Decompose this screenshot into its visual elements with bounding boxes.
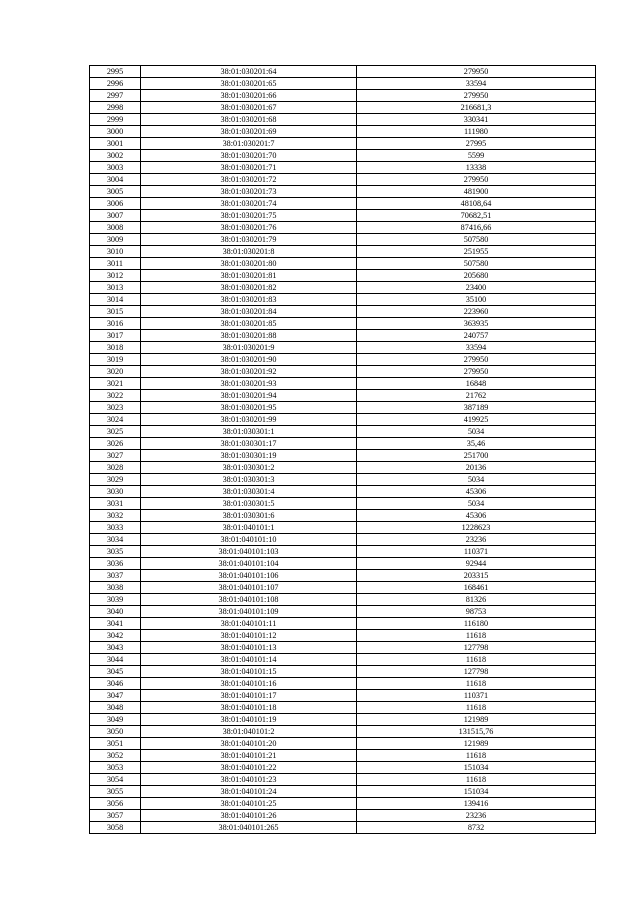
cadastral-number-cell: 38:01:040101:12 — [141, 630, 357, 642]
table-row — [90, 606, 596, 618]
value-cell: 330341 — [357, 114, 596, 126]
row-number-cell: 3038 — [90, 582, 141, 594]
table-row — [90, 162, 596, 174]
cadastral-number-cell: 38:01:030301:6 — [141, 510, 357, 522]
value-cell: 387189 — [357, 402, 596, 414]
row-number-cell: 3002 — [90, 150, 141, 162]
row-number-cell: 3055 — [90, 786, 141, 798]
cadastral-number-cell: 38:01:030201:71 — [141, 162, 357, 174]
cadastral-number-cell: 38:01:040101:20 — [141, 738, 357, 750]
cadastral-number-cell: 38:01:030201:90 — [141, 354, 357, 366]
value-cell: 127798 — [357, 666, 596, 678]
table-row — [90, 774, 596, 786]
row-number-cell: 3012 — [90, 270, 141, 282]
row-number-cell: 3020 — [90, 366, 141, 378]
value-cell: 1228623 — [357, 522, 596, 534]
table-row — [90, 426, 596, 438]
value-cell: 216681,3 — [357, 102, 596, 114]
table-row — [90, 594, 596, 606]
table-row — [90, 186, 596, 198]
table-row — [90, 678, 596, 690]
row-number-cell: 3054 — [90, 774, 141, 786]
cadastral-number-cell: 38:01:030201:68 — [141, 114, 357, 126]
row-number-cell: 3053 — [90, 762, 141, 774]
cadastral-number-cell: 38:01:030201:70 — [141, 150, 357, 162]
cadastral-number-cell: 38:01:040101:17 — [141, 690, 357, 702]
cadastral-number-cell: 38:01:040101:14 — [141, 654, 357, 666]
value-cell: 127798 — [357, 642, 596, 654]
cadastral-number-cell: 38:01:040101:26 — [141, 810, 357, 822]
cadastral-value-table — [89, 65, 596, 834]
cadastral-number-cell: 38:01:030201:67 — [141, 102, 357, 114]
cadastral-number-cell: 38:01:040101:109 — [141, 606, 357, 618]
value-cell: 139416 — [357, 798, 596, 810]
cadastral-number-cell: 38:01:040101:24 — [141, 786, 357, 798]
table-row — [90, 210, 596, 222]
table-row — [90, 198, 596, 210]
value-cell: 35100 — [357, 294, 596, 306]
table-row — [90, 126, 596, 138]
row-number-cell: 3039 — [90, 594, 141, 606]
table-row — [90, 294, 596, 306]
cadastral-number-cell: 38:01:040101:104 — [141, 558, 357, 570]
value-cell: 279950 — [357, 66, 596, 78]
row-number-cell: 2999 — [90, 114, 141, 126]
table-row — [90, 642, 596, 654]
table-row — [90, 582, 596, 594]
row-number-cell: 3001 — [90, 138, 141, 150]
table-row — [90, 282, 596, 294]
table-row — [90, 150, 596, 162]
row-number-cell: 3009 — [90, 234, 141, 246]
value-cell: 33594 — [357, 342, 596, 354]
row-number-cell: 3027 — [90, 450, 141, 462]
row-number-cell: 2995 — [90, 66, 141, 78]
row-number-cell: 2998 — [90, 102, 141, 114]
table-row — [90, 306, 596, 318]
value-cell: 5034 — [357, 426, 596, 438]
cadastral-number-cell: 38:01:030201:9 — [141, 342, 357, 354]
row-number-cell: 3014 — [90, 294, 141, 306]
value-cell: 33594 — [357, 78, 596, 90]
cadastral-number-cell: 38:01:040101:22 — [141, 762, 357, 774]
row-number-cell: 3028 — [90, 462, 141, 474]
row-number-cell: 3021 — [90, 378, 141, 390]
table-row — [90, 618, 596, 630]
cadastral-number-cell: 38:01:030201:69 — [141, 126, 357, 138]
value-cell: 92944 — [357, 558, 596, 570]
cadastral-number-cell: 38:01:040101:10 — [141, 534, 357, 546]
cadastral-number-cell: 38:01:030301:5 — [141, 498, 357, 510]
table-row — [90, 546, 596, 558]
value-cell: 8732 — [357, 822, 596, 834]
cadastral-number-cell: 38:01:030201:81 — [141, 270, 357, 282]
cadastral-number-cell: 38:01:030201:79 — [141, 234, 357, 246]
table-row — [90, 702, 596, 714]
row-number-cell: 3044 — [90, 654, 141, 666]
row-number-cell: 3011 — [90, 258, 141, 270]
table-row — [90, 78, 596, 90]
row-number-cell: 3049 — [90, 714, 141, 726]
value-cell: 279950 — [357, 366, 596, 378]
cadastral-number-cell: 38:01:040101:19 — [141, 714, 357, 726]
row-number-cell: 3018 — [90, 342, 141, 354]
value-cell: 251700 — [357, 450, 596, 462]
cadastral-number-cell: 38:01:040101:2 — [141, 726, 357, 738]
cadastral-number-cell: 38:01:040101:21 — [141, 750, 357, 762]
value-cell: 11618 — [357, 750, 596, 762]
cadastral-number-cell: 38:01:030201:83 — [141, 294, 357, 306]
cadastral-number-cell: 38:01:030201:7 — [141, 138, 357, 150]
table-row — [90, 366, 596, 378]
table-row — [90, 354, 596, 366]
table-row — [90, 438, 596, 450]
cadastral-number-cell: 38:01:040101:13 — [141, 642, 357, 654]
row-number-cell: 3007 — [90, 210, 141, 222]
table-row — [90, 762, 596, 774]
table-row — [90, 738, 596, 750]
row-number-cell: 3043 — [90, 642, 141, 654]
cadastral-number-cell: 38:01:040101:107 — [141, 582, 357, 594]
row-number-cell: 3030 — [90, 486, 141, 498]
cadastral-number-cell: 38:01:030301:17 — [141, 438, 357, 450]
table-body — [90, 66, 596, 834]
table-row — [90, 810, 596, 822]
table-row — [90, 750, 596, 762]
value-cell: 240757 — [357, 330, 596, 342]
row-number-cell: 3050 — [90, 726, 141, 738]
value-cell: 35,46 — [357, 438, 596, 450]
table-row — [90, 330, 596, 342]
value-cell: 11618 — [357, 654, 596, 666]
table-row — [90, 498, 596, 510]
row-number-cell: 3040 — [90, 606, 141, 618]
table-row — [90, 474, 596, 486]
table-row — [90, 378, 596, 390]
value-cell: 11618 — [357, 630, 596, 642]
table-row — [90, 570, 596, 582]
row-number-cell: 3022 — [90, 390, 141, 402]
row-number-cell: 3057 — [90, 810, 141, 822]
row-number-cell: 3016 — [90, 318, 141, 330]
value-cell: 279950 — [357, 354, 596, 366]
table-row — [90, 90, 596, 102]
table-row — [90, 270, 596, 282]
row-number-cell: 2997 — [90, 90, 141, 102]
value-cell: 45306 — [357, 486, 596, 498]
table-row — [90, 510, 596, 522]
value-cell: 27995 — [357, 138, 596, 150]
cadastral-number-cell: 38:01:040101:18 — [141, 702, 357, 714]
value-cell: 16848 — [357, 378, 596, 390]
table-row — [90, 66, 596, 78]
cadastral-number-cell: 38:01:030201:72 — [141, 174, 357, 186]
table-row — [90, 342, 596, 354]
cadastral-number-cell: 38:01:030201:65 — [141, 78, 357, 90]
table-row — [90, 822, 596, 834]
row-number-cell: 3006 — [90, 198, 141, 210]
value-cell: 116180 — [357, 618, 596, 630]
value-cell: 151034 — [357, 762, 596, 774]
row-number-cell: 3058 — [90, 822, 141, 834]
cadastral-number-cell: 38:01:030301:2 — [141, 462, 357, 474]
cadastral-number-cell: 38:01:040101:1 — [141, 522, 357, 534]
row-number-cell: 3029 — [90, 474, 141, 486]
row-number-cell: 3025 — [90, 426, 141, 438]
table-row — [90, 666, 596, 678]
cadastral-number-cell: 38:01:030201:8 — [141, 246, 357, 258]
table-row — [90, 222, 596, 234]
value-cell: 279950 — [357, 90, 596, 102]
value-cell: 481900 — [357, 186, 596, 198]
row-number-cell: 3005 — [90, 186, 141, 198]
table-row — [90, 558, 596, 570]
table-row — [90, 234, 596, 246]
value-cell: 507580 — [357, 234, 596, 246]
row-number-cell: 3024 — [90, 414, 141, 426]
value-cell: 11618 — [357, 702, 596, 714]
cadastral-number-cell: 38:01:030201:75 — [141, 210, 357, 222]
table-row — [90, 390, 596, 402]
table-row — [90, 486, 596, 498]
row-number-cell: 3051 — [90, 738, 141, 750]
table-row — [90, 630, 596, 642]
table-row — [90, 450, 596, 462]
row-number-cell: 3000 — [90, 126, 141, 138]
cadastral-number-cell: 38:01:030301:19 — [141, 450, 357, 462]
cadastral-number-cell: 38:01:030301:3 — [141, 474, 357, 486]
value-cell: 5034 — [357, 498, 596, 510]
cadastral-number-cell: 38:01:030201:94 — [141, 390, 357, 402]
value-cell: 363935 — [357, 318, 596, 330]
row-number-cell: 3037 — [90, 570, 141, 582]
value-cell: 111980 — [357, 126, 596, 138]
table-row — [90, 798, 596, 810]
value-cell: 48108,64 — [357, 198, 596, 210]
row-number-cell: 2996 — [90, 78, 141, 90]
cadastral-number-cell: 38:01:030201:73 — [141, 186, 357, 198]
table-row — [90, 726, 596, 738]
row-number-cell: 3048 — [90, 702, 141, 714]
row-number-cell: 3045 — [90, 666, 141, 678]
cadastral-number-cell: 38:01:040101:23 — [141, 774, 357, 786]
cadastral-number-cell: 38:01:040101:15 — [141, 666, 357, 678]
value-cell: 203315 — [357, 570, 596, 582]
table-row — [90, 714, 596, 726]
table-row — [90, 258, 596, 270]
value-cell: 110371 — [357, 546, 596, 558]
value-cell: 151034 — [357, 786, 596, 798]
row-number-cell: 3046 — [90, 678, 141, 690]
value-cell: 81326 — [357, 594, 596, 606]
cadastral-number-cell: 38:01:040101:25 — [141, 798, 357, 810]
table-row — [90, 246, 596, 258]
row-number-cell: 3034 — [90, 534, 141, 546]
cadastral-number-cell: 38:01:030201:66 — [141, 90, 357, 102]
row-number-cell: 3026 — [90, 438, 141, 450]
table-row — [90, 414, 596, 426]
cadastral-number-cell: 38:01:040101:16 — [141, 678, 357, 690]
value-cell: 23236 — [357, 534, 596, 546]
row-number-cell: 3041 — [90, 618, 141, 630]
table-row — [90, 690, 596, 702]
cadastral-number-cell: 38:01:040101:265 — [141, 822, 357, 834]
value-cell: 121989 — [357, 714, 596, 726]
value-cell: 121989 — [357, 738, 596, 750]
table-row — [90, 138, 596, 150]
value-cell: 279950 — [357, 174, 596, 186]
cadastral-number-cell: 38:01:030201:93 — [141, 378, 357, 390]
cadastral-number-cell: 38:01:030201:74 — [141, 198, 357, 210]
value-cell: 5034 — [357, 474, 596, 486]
value-cell: 507580 — [357, 258, 596, 270]
cadastral-number-cell: 38:01:040101:11 — [141, 618, 357, 630]
row-number-cell: 3042 — [90, 630, 141, 642]
table-row — [90, 402, 596, 414]
value-cell: 20136 — [357, 462, 596, 474]
value-cell: 87416,66 — [357, 222, 596, 234]
value-cell: 419925 — [357, 414, 596, 426]
row-number-cell: 3047 — [90, 690, 141, 702]
row-number-cell: 3010 — [90, 246, 141, 258]
cadastral-number-cell: 38:01:040101:108 — [141, 594, 357, 606]
row-number-cell: 3031 — [90, 498, 141, 510]
table-row — [90, 174, 596, 186]
row-number-cell: 3035 — [90, 546, 141, 558]
row-number-cell: 3008 — [90, 222, 141, 234]
row-number-cell: 3003 — [90, 162, 141, 174]
value-cell: 205680 — [357, 270, 596, 282]
value-cell: 45306 — [357, 510, 596, 522]
row-number-cell: 3023 — [90, 402, 141, 414]
value-cell: 70682,51 — [357, 210, 596, 222]
value-cell: 110371 — [357, 690, 596, 702]
table-row — [90, 462, 596, 474]
value-cell: 11618 — [357, 774, 596, 786]
cadastral-number-cell: 38:01:040101:103 — [141, 546, 357, 558]
row-number-cell: 3056 — [90, 798, 141, 810]
cadastral-number-cell: 38:01:030201:88 — [141, 330, 357, 342]
value-cell: 98753 — [357, 606, 596, 618]
row-number-cell: 3004 — [90, 174, 141, 186]
value-cell: 5599 — [357, 150, 596, 162]
row-number-cell: 3013 — [90, 282, 141, 294]
cadastral-number-cell: 38:01:030201:80 — [141, 258, 357, 270]
value-cell: 11618 — [357, 678, 596, 690]
cadastral-number-cell: 38:01:030201:76 — [141, 222, 357, 234]
value-cell: 21762 — [357, 390, 596, 402]
table-row — [90, 318, 596, 330]
value-cell: 23400 — [357, 282, 596, 294]
row-number-cell: 3019 — [90, 354, 141, 366]
row-number-cell: 3017 — [90, 330, 141, 342]
value-cell: 13338 — [357, 162, 596, 174]
table-row — [90, 102, 596, 114]
row-number-cell: 3033 — [90, 522, 141, 534]
cadastral-number-cell: 38:01:030201:84 — [141, 306, 357, 318]
cadastral-number-cell: 38:01:030201:99 — [141, 414, 357, 426]
cadastral-number-cell: 38:01:030201:64 — [141, 66, 357, 78]
value-cell: 168461 — [357, 582, 596, 594]
value-cell: 131515,76 — [357, 726, 596, 738]
table-row — [90, 786, 596, 798]
table-row — [90, 114, 596, 126]
cadastral-number-cell: 38:01:040101:106 — [141, 570, 357, 582]
cadastral-number-cell: 38:01:030201:95 — [141, 402, 357, 414]
value-cell: 251955 — [357, 246, 596, 258]
row-number-cell: 3015 — [90, 306, 141, 318]
table-row — [90, 534, 596, 546]
row-number-cell: 3052 — [90, 750, 141, 762]
cadastral-number-cell: 38:01:030201:85 — [141, 318, 357, 330]
cadastral-number-cell: 38:01:030201:92 — [141, 366, 357, 378]
cadastral-number-cell: 38:01:030301:4 — [141, 486, 357, 498]
table-row — [90, 654, 596, 666]
cadastral-number-cell: 38:01:030201:82 — [141, 282, 357, 294]
value-cell: 23236 — [357, 810, 596, 822]
table-row — [90, 522, 596, 534]
cadastral-number-cell: 38:01:030301:1 — [141, 426, 357, 438]
row-number-cell: 3032 — [90, 510, 141, 522]
value-cell: 223960 — [357, 306, 596, 318]
row-number-cell: 3036 — [90, 558, 141, 570]
